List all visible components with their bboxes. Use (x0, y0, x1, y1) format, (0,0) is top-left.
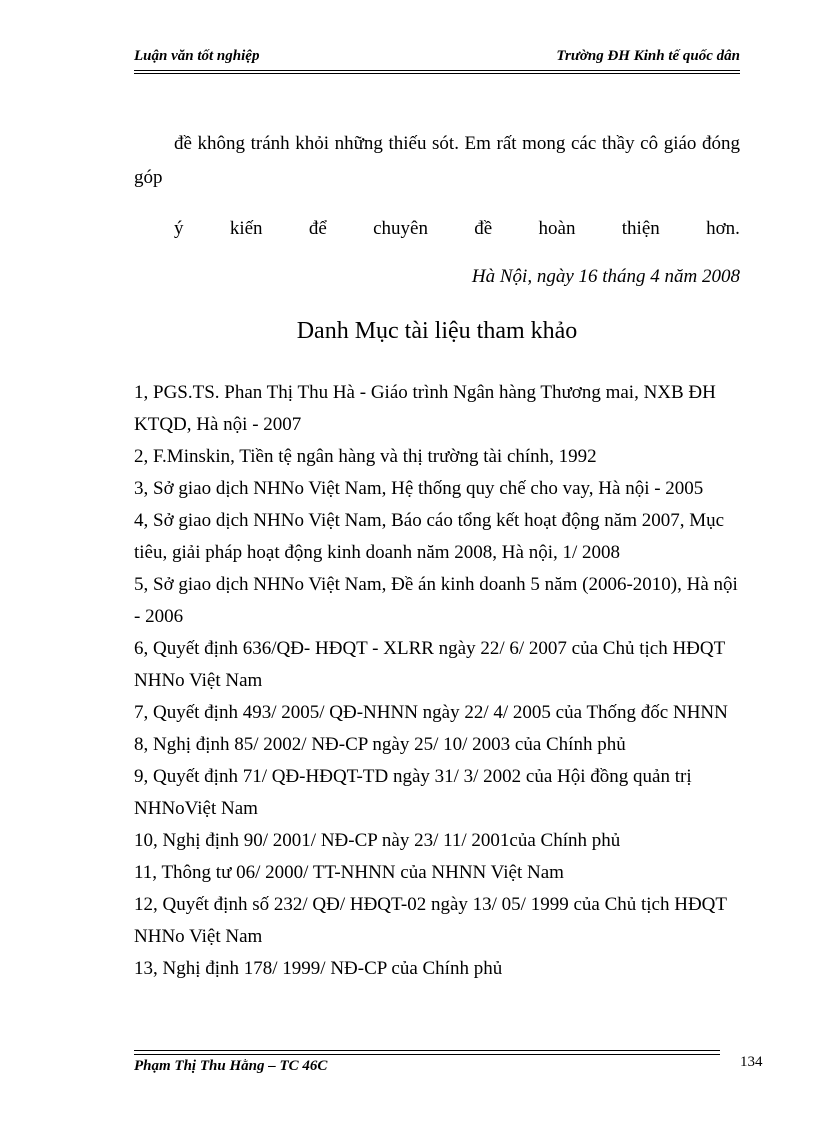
body-paragraph-justified-line (134, 213, 740, 245)
body-paragraph-line2: góp (134, 167, 163, 188)
header-university: Trường ĐH Kinh tế quốc dân (556, 48, 740, 64)
word: để (308, 218, 327, 239)
word: chuyên (373, 218, 428, 239)
reference-item: 4, Sở giao dịch NHNo Việt Nam, Báo cáo tổng kết hoạt động năm 2007, Mục tiêu, giải pháp hoạt động kinh doanh năm 2008, Hà nội, 1/ 2008 (134, 510, 725, 563)
reference-item: 9, Quyết định 71/ QĐ-HĐQT-TD ngày 31/ 3/ 2002 của Hội đồng quản trị NHNoViệt Nam (134, 766, 692, 819)
reference-item: 12, Quyết định số 232/ QĐ/ HĐQT-02 ngày 13/ 05/ 1999 của Chủ tịch HĐQT NHNo Việt Nam (134, 894, 727, 947)
header-divider-secondary (134, 73, 740, 74)
reference-item: 2, F.Minskin, Tiền tệ ngân hàng và thị trường tài chính, 1992 (134, 446, 597, 467)
signature-date: Hà Nội, ngày 16 tháng 4 năm 2008 (471, 266, 740, 287)
reference-item: 7, Quyết định 493/ 2005/ QĐ-NHNN ngày 22/ 4/ 2005 của Thống đốc NHNN (134, 702, 728, 723)
header-divider (134, 70, 740, 71)
word: kiến (229, 218, 263, 239)
footer-divider-secondary (134, 1054, 720, 1055)
reference-item: 5, Sở giao dịch NHNo Việt Nam, Đề án kinh doanh 5 năm (2006-2010), Hà nội - 2006 (134, 574, 738, 627)
reference-item: 10, Nghị định 90/ 2001/ NĐ-CP này 23/ 11/ 2001của Chính phủ (134, 830, 621, 851)
word: đề (474, 218, 493, 239)
reference-item: 8, Nghị định 85/ 2002/ NĐ-CP ngày 25/ 10/ 2003 của Chính phủ (134, 734, 626, 755)
page-header (134, 48, 740, 70)
reference-item: 6, Quyết định 636/QĐ- HĐQT - XLRR ngày 22/ 6/ 2007 của Chủ tịch HĐQT NHNo Việt Nam (134, 638, 725, 691)
footer-author: Phạm Thị Thu Hằng – TC 46C (134, 1058, 328, 1074)
references-list (134, 377, 740, 985)
word: thiện (621, 218, 660, 239)
word: hoàn (538, 218, 576, 239)
reference-item: 11, Thông tư 06/ 2000/ TT-NHNN của NHNN Việt Nam (134, 862, 564, 883)
word: ý (174, 218, 184, 239)
references-title: Danh Mục tài liệu tham khảo (296, 318, 578, 344)
reference-item: 1, PGS.TS. Phan Thị Thu Hà - Giáo trình Ngân hàng Thương mai, NXB ĐH KTQD, Hà nội - 2007 (134, 382, 716, 435)
reference-item: 3, Sở giao dịch NHNo Việt Nam, Hệ thống quy chế cho vay, Hà nội - 2005 (134, 478, 704, 499)
reference-item: 13, Nghị định 178/ 1999/ NĐ-CP của Chính phủ (134, 958, 503, 979)
body-paragraph-line1: đề không tránh khỏi những thiếu sót. Em rất mong các thầy cô giáo đóng (174, 133, 740, 154)
header-thesis-label: Luận văn tốt nghiệp (134, 48, 260, 64)
footer-divider (134, 1050, 720, 1051)
page-number: 134 (740, 1054, 763, 1070)
word: hơn. (706, 218, 740, 239)
